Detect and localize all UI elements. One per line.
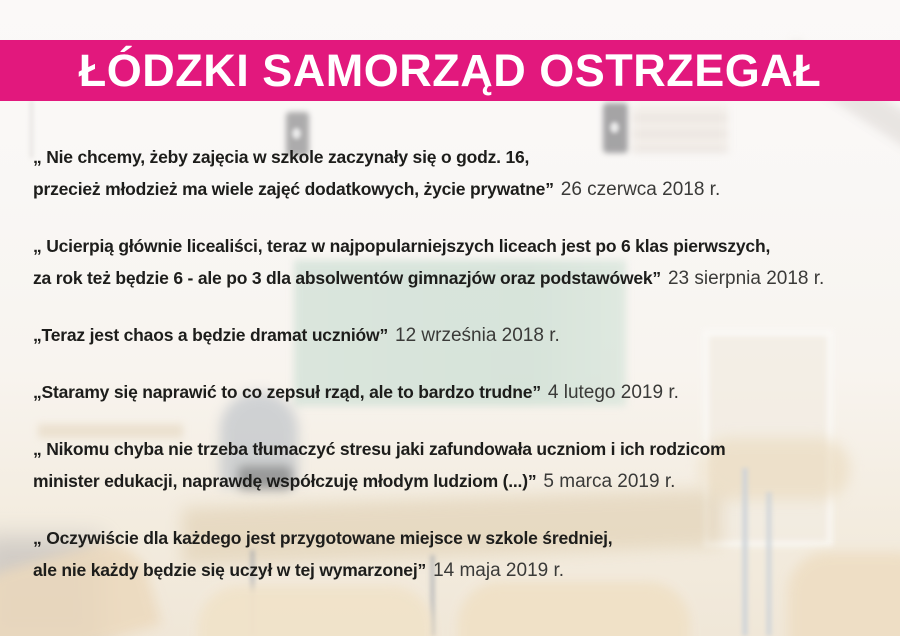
quote-item-4 [33,377,886,409]
quote-date: 14 maja 2019 r. [433,560,565,581]
quote-text: minister edukacji, naprawdę współczuję młodym ludziom (...)” [33,471,537,491]
quote-date: 12 września 2018 r. [395,325,560,346]
quote-text: „ Oczywiście dla każdego jest przygotowane miejsce w szkole średniej, [33,528,613,548]
quote-date: 5 marca 2019 r. [543,471,676,492]
wall-speaker-cone [292,128,301,139]
quote-item-1 [33,142,886,206]
quote-text: „ Ucierpią głównie licealiści, teraz w najpopularniejszych liceach jest po 6 klas pierwszych, [33,236,771,256]
quote-item-3 [33,320,886,352]
quote-date: 4 lutego 2019 r. [547,382,679,403]
quote-date: 26 czerwca 2018 r. [560,179,721,200]
title-banner [0,40,900,101]
quote-text: „ Nie chcemy, żeby zajęcia w szkole zaczynały się o godz. 16, [33,147,530,167]
quote-text: przecież młodzież ma wiele zajęć dodatkowych, życie prywatne” [33,179,554,199]
wall-speaker-cone [610,122,619,133]
quote-item-2 [33,231,886,295]
quote-text: za rok też będzie 6 - ale po 3 dla absolwentów gimnazjów oraz podstawówek” [33,268,661,288]
quotes-list [33,142,886,612]
page-title: ŁÓDZKI SAMORZĄD OSTRZEGAŁ [78,44,822,96]
quote-text: „Staramy się naprawić to co zepsuł rząd, ale to bardzo trudne” [33,382,541,402]
quote-text: ale nie każdy będzie się uczył w tej wymarzonej” [33,560,427,580]
quote-item-6 [33,523,886,587]
quote-date: 23 sierpnia 2018 r. [667,268,825,289]
quote-text: „Teraz jest chaos a będzie dramat uczniów” [33,325,388,345]
quote-item-5 [33,434,886,498]
quote-text: „ Nikomu chyba nie trzeba tłumaczyć stresu jaki zafundowała uczniom i ich rodzicom [33,439,726,459]
